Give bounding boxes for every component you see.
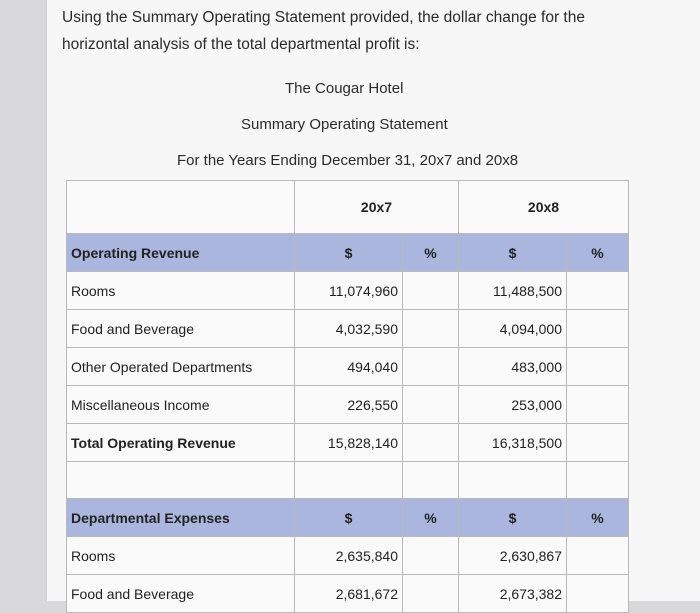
year1-value: 2,635,840 — [295, 537, 403, 575]
table-row — [67, 386, 629, 424]
year2-percent-cell — [567, 310, 629, 348]
year1-percent-cell — [403, 424, 459, 462]
year2-value: 2,630,867 — [459, 537, 567, 575]
year2-value: 2,673,382 — [459, 575, 567, 613]
row-label: Miscellaneous Income — [67, 386, 295, 424]
year1-percent-cell — [403, 537, 459, 575]
row-label: Food and Beverage — [67, 310, 295, 348]
dollar-symbol: $ — [295, 234, 403, 272]
year2-header: 20x8 — [459, 181, 629, 234]
year1-percent-cell — [403, 272, 459, 310]
year2-value: 11,488,500 — [459, 272, 567, 310]
table-row — [67, 272, 629, 310]
year1-percent-cell — [403, 348, 459, 386]
year1-value: 11,074,960 — [295, 272, 403, 310]
company-name: The Cougar Hotel — [285, 80, 404, 97]
year1-header: 20x7 — [295, 181, 459, 234]
table-row — [67, 310, 629, 348]
dollar-symbol: $ — [295, 499, 403, 537]
spacer-row — [67, 462, 629, 499]
year2-value: 4,094,000 — [459, 310, 567, 348]
year1-value: 15,828,140 — [295, 424, 403, 462]
year1-percent-cell — [403, 386, 459, 424]
year2-value: 483,000 — [459, 348, 567, 386]
percent-symbol: % — [403, 499, 459, 537]
row-label: Total Operating Revenue — [67, 424, 295, 462]
year1-value: 2,681,672 — [295, 575, 403, 613]
section-label: Operating Revenue — [67, 234, 295, 272]
table-row — [67, 537, 629, 575]
year2-percent-cell — [567, 272, 629, 310]
operating-statement-table — [66, 180, 629, 613]
year2-value: 253,000 — [459, 386, 567, 424]
year2-percent-cell — [567, 424, 629, 462]
year2-percent-cell — [567, 575, 629, 613]
section-label: Departmental Expenses — [67, 499, 295, 537]
year2-percent-cell — [567, 348, 629, 386]
year1-value: 494,040 — [295, 348, 403, 386]
year2-percent-cell — [567, 537, 629, 575]
row-label: Food and Beverage — [67, 575, 295, 613]
question-text: Using the Summary Operating Statement provided, the dollar change for the horizontal analysis of the total departmental profit is: — [62, 9, 585, 53]
percent-symbol: % — [567, 499, 629, 537]
percent-symbol: % — [567, 234, 629, 272]
year1-percent-cell — [403, 310, 459, 348]
dollar-symbol: $ — [459, 499, 567, 537]
year1-value: 226,550 — [295, 386, 403, 424]
row-label: Rooms — [67, 537, 295, 575]
row-label: Other Operated Departments — [67, 348, 295, 386]
year1-value: 4,032,590 — [295, 310, 403, 348]
year1-percent-cell — [403, 575, 459, 613]
expenses-section-header — [67, 499, 629, 537]
year-header-row — [67, 181, 629, 234]
revenue-section-header — [67, 234, 629, 272]
table-row — [67, 348, 629, 386]
dollar-symbol: $ — [459, 234, 567, 272]
year2-value: 16,318,500 — [459, 424, 567, 462]
header-blank-cell — [67, 181, 295, 234]
statement-title: Summary Operating Statement — [241, 116, 448, 133]
percent-symbol: % — [403, 234, 459, 272]
table-row — [67, 575, 629, 613]
statement-period: For the Years Ending December 31, 20x7 and 20x8 — [177, 152, 519, 169]
total-row — [67, 424, 629, 462]
row-label: Rooms — [67, 272, 295, 310]
year2-percent-cell — [567, 386, 629, 424]
